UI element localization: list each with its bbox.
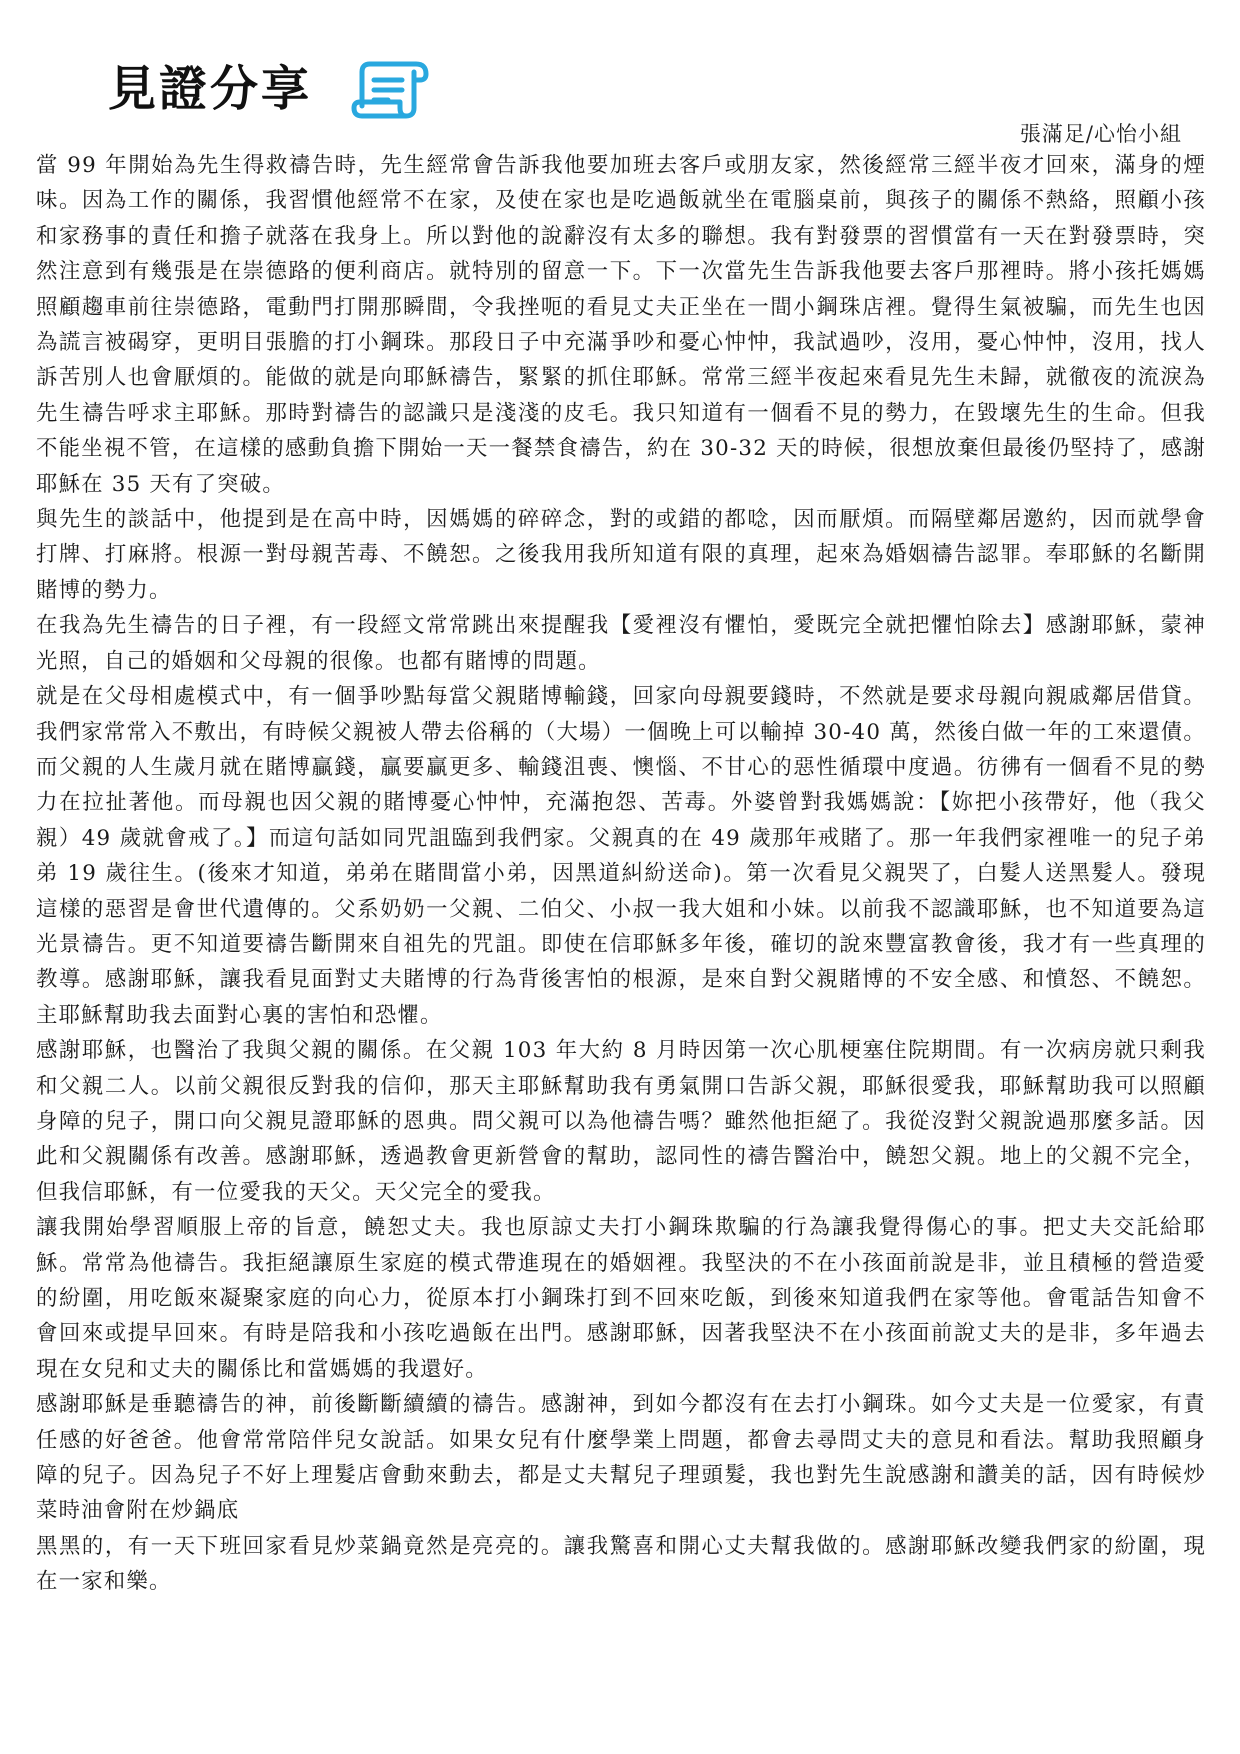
testimony-body — [36, 148, 1206, 1600]
paragraph: 黑黑的，有一天下班回家看見炒菜鍋竟然是亮亮的。讓我驚喜和開心丈夫幫我做的。感謝耶穌改變我們家的紛圍，現在一家和樂。 — [36, 1533, 1206, 1595]
page-title: 見證分享 — [108, 61, 313, 117]
paragraph: 感謝耶穌，也醫治了我與父親的關係。在父親 103 年大約 8 月時因第一次心肌梗塞住院期間。有一次病房就只剩我和父親二人。以前父親很反對我的信仰，那天主耶穌幫助我有勇氣開口告訴父親，耶穌很愛我，耶穌幫助我可以照顧身障的兒子，開口向父親見證耶穌的恩典。問父親可以為他禱告嗎？雖然他拒絕了。我從沒對父親說過那麼多話。因此和父親關係有改善。感謝耶穌，透過教會更新營會的幫助，認同性的禱告醫治中，饒恕父親。地上的父親不完全，但我信耶穌，有一位愛我的天父。天父完全的愛我。 — [36, 1038, 1206, 1205]
paragraph: 就是在父母相處模式中，有一個爭吵點每當父親賭博輸錢，回家向母親要錢時，不然就是要求母親向親戚鄰居借貸。我們家常常入不敷出，有時候父親被人帶去俗稱的（大場）一個晚上可以輸掉 30-40 萬，然後白做一年的工來還債。而父親的人生歲月就在賭博贏錢，贏要贏更多、輸錢沮喪、懊惱、不甘心的惡性循環中度過。彷彿有一個看不見的勢力在拉扯著他。而母親也因父親的賭博憂心忡忡，充滿抱怨、苦毒。外婆曾對我媽媽說：【妳把小孩帶好，他（我父親）49 歲就會戒了。】而這句話如同咒詛臨到我們家。父親真的在 49 歲那年戒賭了。那一年我們家裡唯一的兒子弟弟 19 歲往生。(後來才知道，弟弟在賭間當小弟，因黑道糾紛送命)。第一次看見父親哭了，白髮人送黑髮人。發現這樣的惡習是會世代遺傳的。父系奶奶一父親、二伯父、小叔一我大姐和小妹。以前我不認識耶穌，也不知道要為這光景禱告。更不知道要禱告斷開來自祖先的咒詛。即使在信耶穌多年後，確切的說來豐富教會後，我才有一些真理的教導。感謝耶穌，讓我看見面對丈夫賭博的行為背後害怕的根源，是來自對父親賭博的不安全感、和憤怒、不饒恕。主耶穌幫助我去面對心裏的害怕和恐懼。 — [36, 684, 1206, 1028]
paragraph: 讓我開始學習順服上帝的旨意，饒恕丈夫。我也原諒丈夫打小鋼珠欺騙的行為讓我覺得傷心的事。把丈夫交託給耶穌。常常為他禱告。我拒絕讓原生家庭的模式帶進現在的婚姻裡。我堅決的不在小孩面前說是非，並且積極的營造愛的紛圍，用吃飯來凝聚家庭的向心力，從原本打小鋼珠打到不回來吃飯，到後來知道我們在家等他。會電話告知會不會回來或提早回來。有時是陪我和小孩吃過飯在出門。感謝耶穌，因著我堅決不在小孩面前說丈夫的是非，多年過去現在女兒和丈夫的關係比和當媽媽的我還好。 — [36, 1215, 1206, 1382]
paragraph: 與先生的談話中，他提到是在高中時，因媽媽的碎碎念，對的或錯的都唸，因而厭煩。而隔壁鄰居邀約，因而就學會打牌、打麻將。根源一對母親苦毒、不饒恕。之後我用我所知道有限的真理，起來為婚姻禱告認罪。奉耶穌的名斷開賭博的勢力。 — [36, 507, 1206, 603]
paragraph: 感謝耶穌是垂聽禱告的神，前後斷斷續續的禱告。感謝神，到如今都沒有在去打小鋼珠。如今丈夫是一位愛家，有責任感的好爸爸。他會常常陪伴兒女說話。如果女兒有什麼學業上問題，都會去尋問丈夫的意見和看法。幫助我照顧身障的兒子。因為兒子不好上理髮店會動來動去，都是丈夫幫兒子理頭髮，我也對先生說感謝和讚美的話，因有時候炒菜時油會附在炒鍋底 — [36, 1392, 1206, 1524]
paragraph: 當 99 年開始為先生得救禱告時，先生經常會告訴我他要加班去客戶或朋友家，然後經常三經半夜才回來，滿身的煙味。因為工作的關係，我習慣他經常不在家，及使在家也是吃過飯就坐在電腦桌前，與孩子的關係不熱絡，照顧小孩和家務事的責任和擔子就落在我身上。所以對他的說辭沒有太多的聯想。我有對發票的習慣當有一天在對發票時，突然注意到有幾張是在崇德路的便利商店。就特別的留意一下。下一次當先生告訴我他要去客戶那裡時。將小孩托媽媽照顧趨車前往崇德路，電動門打開那瞬間，令我挫呃的看見丈夫正坐在一間小鋼珠店裡。覺得生氣被騙，而先生也因為謊言被碣穿，更明目張膽的打小鋼珠。那段日子中充滿爭吵和憂心忡忡，我試過吵，沒用，憂心忡忡，沒用，找人訴苦別人也會厭煩的。能做的就是向耶穌禱告，緊緊的抓住耶穌。常常三經半夜起來看見先生未歸，就徹夜的流淚為先生禱告呼求主耶穌。那時對禱告的認識只是淺淺的皮毛。我只知道有一個看不見的勢力，在毀壞先生的生命。但我不能坐視不管，在這樣的感動負擔下開始一天一餐禁食禱告，約在 30-32 天的時候，很想放棄但最後仍堅持了，感謝耶穌在 35 天有了突破。 — [36, 153, 1206, 497]
page-header — [108, 56, 434, 122]
author-byline: 張滿足/心怡小組 — [1019, 122, 1182, 146]
paragraph: 在我為先生禱告的日子裡，有一段經文常常跳出來提醒我【愛裡沒有懼怕，愛既完全就把懼怕除去】感謝耶穌，蒙神光照，自己的婚姻和父母親的很像。也都有賭博的問題。 — [36, 613, 1206, 674]
scroll-icon — [348, 56, 434, 122]
